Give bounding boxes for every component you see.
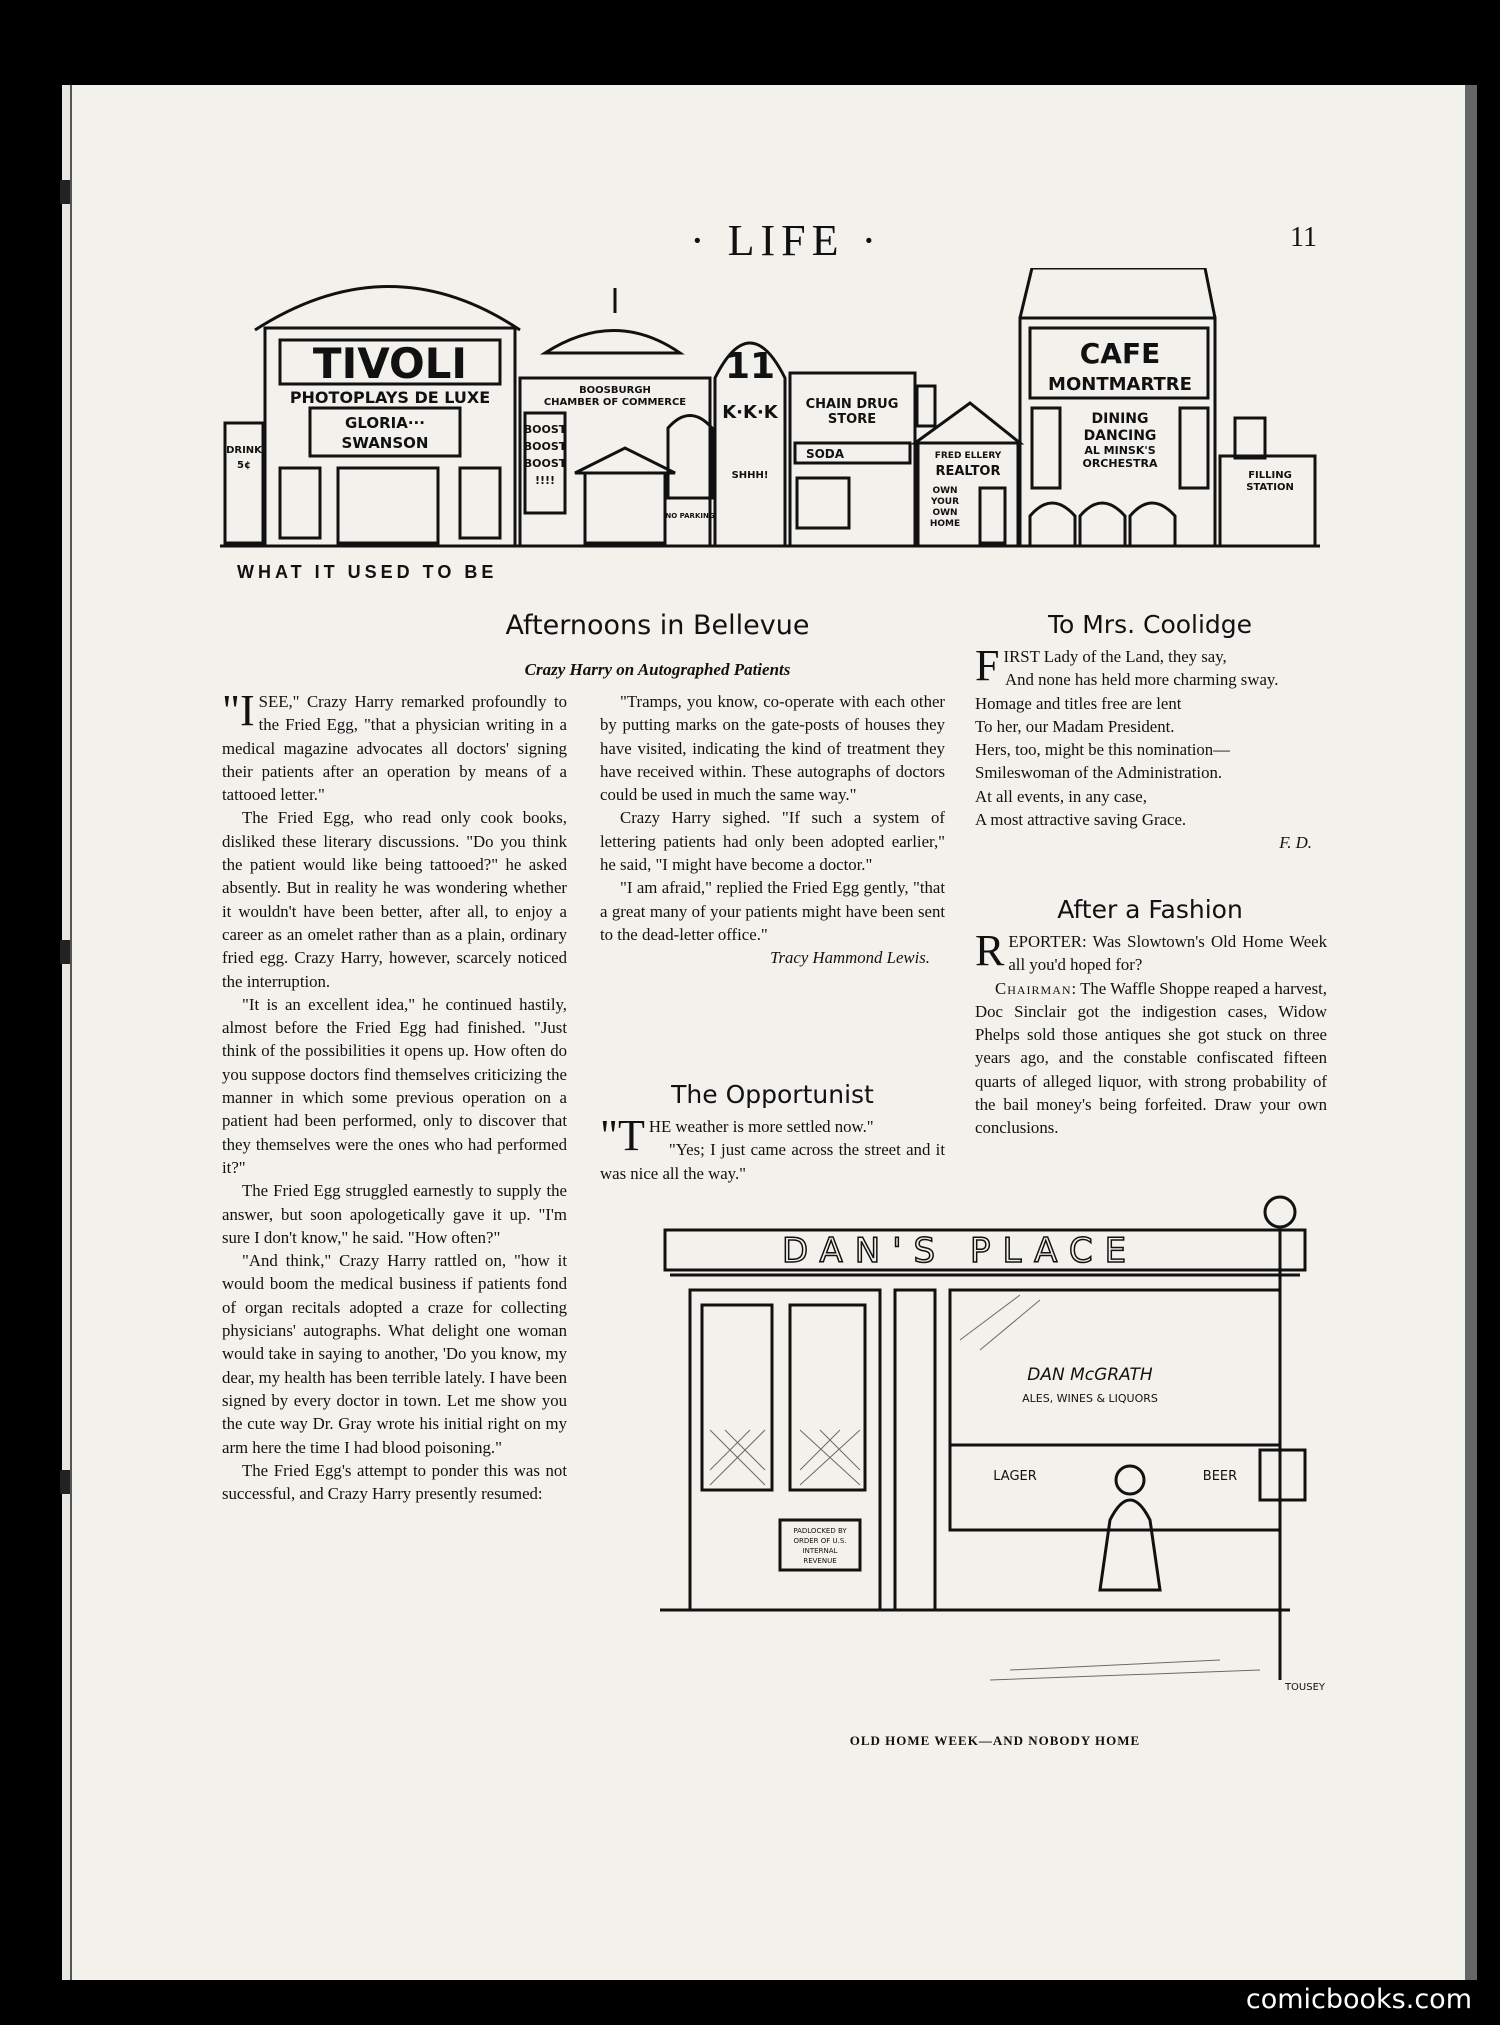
article-paragraph: "It is an excellent idea," he continued hastily, almost before the Fried Egg had finished. "Just think of the possibilities it opens up. How often do you suppose doctors find themselves criticizing the manner in which some previous operation on a patient had been performed, only to discover that they themselves were the ones who had performed it?"	[222, 994, 567, 1177]
dancing-sign-text: DANCING	[1083, 428, 1157, 444]
orchestra-leader-text: AL MINSK'S	[1084, 444, 1156, 457]
padlock-notice-text-4: REVENUE	[803, 1557, 837, 1565]
drug-store-sign-text-1: CHAIN DRUG	[805, 397, 899, 412]
poem-line: Hers, too, might be this nomination—	[975, 740, 1230, 760]
shhh-sign-text: SHHH!	[731, 470, 769, 481]
article-paragraph: "I am afraid," replied the Fried Egg gently, "that a great many of your patients might have been sent to the dead-letter office."	[600, 878, 945, 944]
drop-cap: "T	[600, 1111, 645, 1160]
padlock-notice-text-1: PADLOCKED BY	[793, 1527, 847, 1535]
article-paragraph: "And think," Crazy Harry rattled on, "how it would boom the medical business if patients fond of organ recitals adopted a craze for collecting physicians' autographs. What delight one woman would take in saying to another, 'Do you know, my dear, my health has been terrible lately. I have been signed by every doctor in town. Let me show you the cute way Dr. Gray wrote his initial right on my arm here the time I had blood poisoning."	[222, 1251, 567, 1457]
beer-sign-text: BEER	[1202, 1469, 1238, 1484]
article-column-2	[600, 690, 945, 970]
padlock-notice-text-2: ORDER OF U.S.	[793, 1537, 847, 1545]
own-home-sign-text-1: OWN	[932, 486, 958, 496]
fashion-title: After a Fashion	[1057, 895, 1243, 924]
poem-line: A most attractive saving Grace.	[975, 810, 1187, 830]
article-signature: Tracy Hammond Lewis.	[770, 948, 930, 968]
padlock-notice-text-3: INTERNAL	[802, 1547, 838, 1555]
chamber-sign-text-2: CHAMBER OF COMMERCE	[543, 397, 687, 408]
boost-sign-text-4: !!!!	[534, 474, 556, 487]
own-home-sign-text-3: OWN	[932, 508, 958, 518]
filling-sign-text: FILLING	[1248, 470, 1292, 481]
boost-sign-text-2: BOOST	[523, 440, 567, 453]
photoplays-sign-text: PHOTOPLAYS DE LUXE	[289, 388, 491, 407]
article-subtitle: Crazy Harry on Autographed Patients	[524, 660, 791, 679]
opportunist-line: "THE weather is more settled now."	[600, 1111, 874, 1160]
article-paragraph: The Fried Egg's attempt to ponder this was not successful, and Crazy Harry presently resumed:	[222, 1460, 567, 1504]
article-paragraph: "I SEE," Crazy Harry remarked profoundly to the Fried Egg, "that a physician writing in a medical magazine advocates all doctors' signing their patients after an operation by means of a tattooed letter."	[222, 686, 567, 805]
fashion-body	[975, 926, 1327, 1140]
soda-sign-text: SODA	[805, 447, 845, 461]
own-home-sign-text-2: YOUR	[930, 497, 960, 507]
realtor-name-text: FRED ELLERY	[934, 451, 1002, 461]
realtor-sign-text: REALTOR	[935, 464, 1001, 479]
article-paragraph: The Fried Egg struggled earnestly to supply the answer, but soon apologetically gave it up. "I'm sure I don't know," he said. "How often?"	[222, 1181, 567, 1247]
poem-line: To her, our Madam President.	[975, 716, 1175, 736]
opportunist-title: The Opportunist	[671, 1080, 874, 1109]
article-column-1	[222, 686, 567, 1505]
drink-price-text: 5¢	[237, 460, 251, 471]
tivoli-sign-text: TIVOLI	[312, 339, 468, 388]
cafe-sign-text: CAFE	[1079, 337, 1161, 370]
chamber-sign-text-1: BOOSBURGH	[579, 385, 651, 396]
opportunist-line: "Yes; I just came across the street and it was nice all the way."	[600, 1140, 945, 1183]
saloon-illustration	[660, 1190, 1330, 1700]
poem-body	[975, 641, 1327, 855]
poem-signature: F. D.	[1279, 833, 1312, 853]
page-number: 11	[1290, 222, 1317, 253]
orchestra-sign-text: ORCHESTRA	[1082, 457, 1158, 470]
poem-line: And none has held more charming sway.	[1005, 670, 1279, 690]
site-watermark: comicbooks.com	[1245, 1984, 1472, 2015]
gloria-sign-text: GLORIA···	[345, 414, 425, 432]
poem-title: To Mrs. Coolidge	[1047, 610, 1253, 639]
drop-cap: R	[975, 926, 1005, 975]
artist-signature: TOUSEY	[1284, 1682, 1326, 1693]
magazine-title: · LIFE ·	[690, 216, 883, 265]
lager-sign-text: LAGER	[993, 1469, 1037, 1484]
window-text-1: DAN McGRATH	[1027, 1365, 1153, 1385]
boost-sign-text-3: BOOST	[523, 457, 567, 470]
fashion-paragraph: REPORTER: Was Slowtown's Old Home Week all you'd hoped for?	[975, 926, 1327, 975]
drop-cap: "I	[222, 686, 255, 735]
speaker-label: Chairman	[995, 978, 1072, 998]
drug-store-sign-text-2: STORE	[827, 412, 877, 427]
drop-cap: F	[975, 641, 1000, 690]
boost-sign-text-1: BOOST	[523, 423, 567, 436]
article-title: Afternoons in Bellevue	[505, 610, 810, 641]
bottom-illustration-caption: OLD HOME WEEK—AND NOBODY HOME	[849, 1733, 1141, 1748]
page-edge	[1465, 85, 1477, 1980]
own-home-sign-text-4: HOME	[929, 519, 961, 529]
poem-line: At all events, in any case,	[975, 786, 1147, 806]
article-paragraph: The Fried Egg, who read only cook books, disliked these literary discussions. "Do you think the patient would like being tattooed?" he asked absently. But in reality he was wondering whether it wouldn't have been better, after all, to enjoy a career as an omelet rather than as a plain, ordinary fried egg. Crazy Harry, however, scarcely noticed the interruption.	[222, 808, 567, 991]
opportunist-body	[600, 1111, 945, 1185]
poem-line: Homage and titles free are lent	[975, 693, 1182, 713]
no-parking-sign-text: NO PARKING	[665, 512, 715, 520]
dining-sign-text: DINING	[1091, 411, 1149, 427]
poem-line: FIRST Lady of the Land, they say,	[975, 641, 1227, 690]
poem-line: Smileswoman of the Administration.	[975, 763, 1223, 783]
town-illustration	[220, 268, 1320, 550]
swanson-sign-text: SWANSON	[341, 434, 429, 452]
article-paragraph: Crazy Harry sighed. "If such a system of lettering patients had only been adopted earlier," he said, "I might have become a doctor."	[600, 808, 945, 875]
window-text-2: ALES, WINES & LIQUORS	[1022, 1392, 1158, 1405]
fashion-paragraph: Chairman: The Waffle Shoppe reaped a harvest, Doc Sinclair got the indigestion cases, Widow Phelps sold those antiques she got stuck on three years ago, and the constable confiscated fifteen quarts of alleged liquor, with strong probability of the bail money's being forfeited. Draw your own conclusions.	[975, 978, 1327, 1138]
top-illustration-caption: WHAT IT USED TO BE	[237, 562, 498, 582]
article-paragraph: "Tramps, you know, co-operate with each other by putting marks on the gate-posts of houses they have visited, indicating the kind of treatment they have received within. These autographs of doctors could be used in much the same way."	[600, 692, 945, 805]
kkk-sign-text: K·K·K	[722, 402, 778, 423]
saloon-sign-text: DAN'S PLACE	[781, 1231, 1139, 1271]
tower-number-text: 11	[724, 346, 776, 387]
montmartre-sign-text: MONTMARTRE	[1048, 374, 1192, 395]
drink-sign-text: DRINK	[226, 445, 262, 456]
station-sign-text: STATION	[1246, 482, 1294, 493]
